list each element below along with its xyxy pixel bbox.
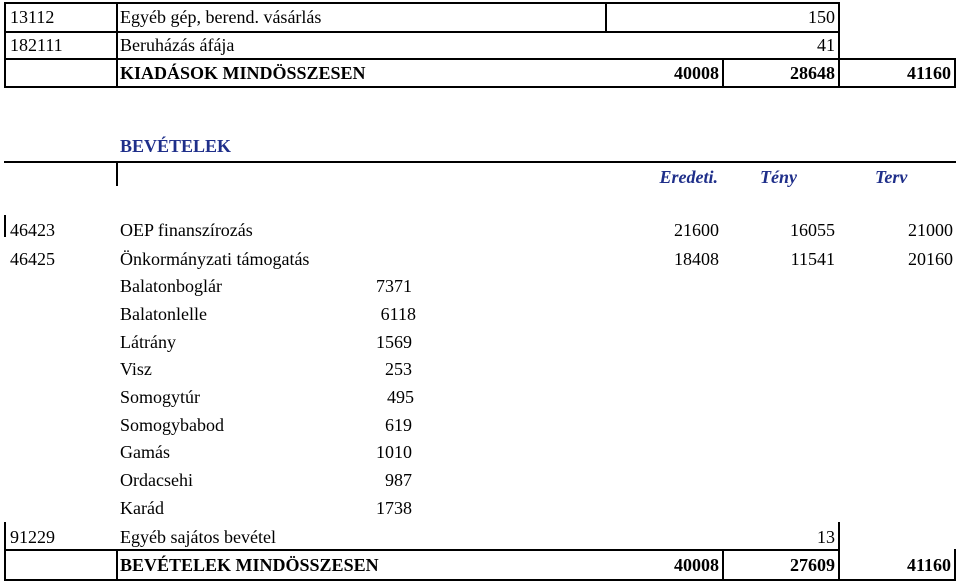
revenue-row-value: 21600	[674, 220, 719, 240]
revenues-total-label: BEVÉTELEK MINDÖSSZESEN	[120, 555, 379, 575]
grid-line	[4, 579, 956, 581]
sub-item-value: 6118	[380, 304, 416, 324]
sub-item-name: Karád	[120, 498, 164, 518]
sub-item-value: 619	[385, 415, 412, 435]
grid-line	[838, 2, 840, 86]
expenses-total-value: 40008	[674, 63, 719, 83]
sub-item-value: 987	[385, 470, 412, 490]
expense-row-value: 150	[808, 7, 835, 27]
revenue-row-name: Egyéb sajátos bevétel	[120, 527, 276, 547]
expense-row-name: Beruházás áfája	[120, 35, 235, 55]
grid-line	[4, 2, 6, 86]
revenue-row-code: 46423	[10, 220, 55, 240]
expense-row-value: 41	[817, 35, 835, 55]
grid-line	[838, 522, 840, 579]
grid-line	[116, 549, 118, 579]
revenue-row-value: 16055	[790, 220, 835, 240]
sub-item-name: Ordacsehi	[120, 470, 193, 490]
sub-item-name: Balatonlelle	[120, 304, 207, 324]
grid-line	[4, 86, 956, 88]
sub-item-value: 1569	[376, 332, 412, 352]
column-header: Eredeti.	[659, 167, 718, 187]
grid-line	[116, 161, 118, 186]
sub-item-name: Látrány	[120, 332, 176, 352]
grid-line	[4, 58, 956, 60]
revenue-row-value: 13	[817, 527, 835, 547]
grid-line	[4, 522, 6, 579]
expenses-total-value: 28648	[790, 63, 835, 83]
sub-item-value: 495	[387, 387, 414, 407]
expenses-total-label: KIADÁSOK MINDÖSSZESEN	[120, 63, 366, 83]
revenues-total-value: 27609	[790, 555, 835, 575]
revenue-row-name: Önkormányzati támogatás	[120, 249, 310, 269]
grid-line	[954, 549, 956, 579]
column-header: Terv	[875, 167, 908, 187]
sub-item-value: 1010	[376, 442, 412, 462]
expense-row-name: Egyéb gép, berend. vásárlás	[120, 7, 322, 27]
revenue-row-name: OEP finanszírozás	[120, 220, 253, 240]
expense-row-code: 13112	[10, 7, 55, 27]
grid-line	[4, 31, 839, 33]
sub-item-name: Gamás	[120, 442, 170, 462]
sub-item-value: 253	[385, 359, 412, 379]
revenues-total-value: 41160	[906, 555, 951, 575]
revenue-row-value: 21000	[908, 220, 953, 240]
sub-item-name: Balatonboglár	[120, 276, 222, 296]
revenue-row-code: 46425	[10, 249, 55, 269]
sub-item-name: Visz	[120, 359, 152, 379]
expenses-total-value: 41160	[906, 63, 951, 83]
grid-line	[4, 215, 6, 237]
sub-item-value: 7371	[376, 276, 412, 296]
sub-item-value: 1738	[376, 498, 412, 518]
revenue-row-value: 11541	[790, 249, 835, 269]
expense-row-code: 182111	[10, 35, 63, 55]
sub-item-name: Somogybabod	[120, 415, 225, 435]
sub-item-name: Somogytúr	[120, 387, 201, 407]
grid-line	[954, 58, 956, 86]
grid-line	[4, 549, 839, 551]
section-heading: BEVÉTELEK	[120, 136, 232, 156]
revenue-row-code: 91229	[10, 527, 55, 547]
revenue-row-value: 18408	[674, 249, 719, 269]
grid-line	[116, 2, 118, 86]
revenues-total-value: 40008	[674, 555, 719, 575]
grid-line	[605, 2, 607, 32]
grid-line	[722, 549, 724, 579]
column-header: Tény	[760, 167, 797, 187]
grid-line	[4, 2, 839, 4]
revenue-row-value: 20160	[908, 249, 953, 269]
grid-line	[4, 161, 956, 163]
grid-line	[722, 58, 724, 86]
